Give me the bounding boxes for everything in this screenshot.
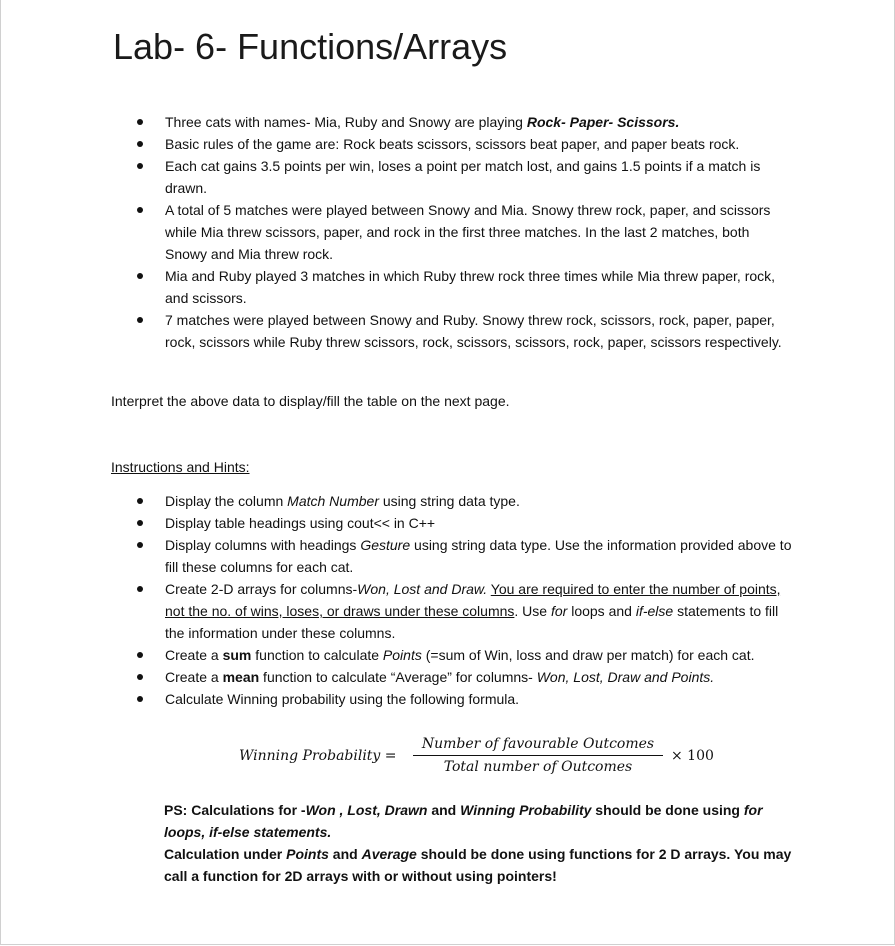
hint-emphasis: if-else xyxy=(635,603,674,619)
hint-emphasis: for xyxy=(550,603,568,619)
bullet-icon xyxy=(137,674,143,680)
bullet-icon xyxy=(137,207,143,213)
interpret-text: Interpret the above data to display/fill the table on the next page. xyxy=(111,393,510,409)
list-item xyxy=(134,666,794,688)
rule-text: Three cats with names- Mia, Ruby and Snowy are playing xyxy=(165,114,527,130)
hint-text: using string data type. xyxy=(378,493,520,509)
hint-emphasis: Gesture xyxy=(360,537,411,553)
page-title: Lab- 6- Functions/Arrays xyxy=(113,26,508,67)
rule-text: Basic rules of the game are: Rock beats scissors, scissors beat paper, and paper beats rock. xyxy=(165,136,740,152)
game-rules-list xyxy=(134,111,794,353)
ps-emphasis: for loops, if-else statements. xyxy=(164,802,763,840)
list-item xyxy=(134,490,794,512)
list-item xyxy=(134,512,794,534)
formula-fraction xyxy=(413,733,663,778)
ps-emphasis: Points xyxy=(286,846,329,862)
winning-probability-formula xyxy=(239,733,739,783)
list-item xyxy=(134,578,794,644)
hint-text: statements to fill the information under these columns. xyxy=(165,603,779,641)
formula-lhs: Winning Probability = xyxy=(239,748,397,764)
bullet-icon xyxy=(137,498,143,504)
ps-text: Calculation under xyxy=(164,846,287,862)
bullet-icon xyxy=(137,696,143,702)
list-item xyxy=(134,199,794,265)
instructions-heading: Instructions and Hints: xyxy=(111,459,250,475)
rule-text: A total of 5 matches were played between Snowy and Mia. Snowy threw rock, paper, and scissors while Mia threw scissors, paper, and rock in the first three matches. In the last 2 matches, both Snowy and Mia threw rock. xyxy=(165,202,771,262)
bullet-icon xyxy=(137,542,143,548)
formula-numerator: Number of favourable Outcomes xyxy=(421,736,655,752)
ps-emphasis: Won , Lost, Drawn xyxy=(305,802,428,818)
list-item xyxy=(134,155,794,199)
hint-text: Display columns with headings xyxy=(165,537,361,553)
formula-denominator: Total number of Outcomes xyxy=(443,759,633,775)
bullet-icon xyxy=(137,163,143,169)
formula-multiplier: × 100 xyxy=(671,748,714,764)
bullet-icon xyxy=(137,652,143,658)
hints-list xyxy=(134,490,794,710)
ps-emphasis: Average xyxy=(361,846,417,862)
hint-emphasis: Won, Lost and Draw. xyxy=(357,581,488,597)
hint-emphasis: Won, Lost, Draw and Points. xyxy=(536,669,715,685)
list-item xyxy=(134,265,794,309)
hint-bold: mean xyxy=(222,669,260,685)
bullet-icon xyxy=(137,141,143,147)
game-name: Rock- Paper- Scissors. xyxy=(526,114,680,130)
ps-text: should be done using functions for 2 D arrays. You may call a function for 2D arrays with or without using pointers! xyxy=(164,846,792,884)
rule-text: 7 matches were played between Snowy and Ruby. Snowy threw rock, scissors, rock, paper, paper, rock, scissors while Ruby threw scissors, rock, scissors, scissors, rock, paper, scissors respectively. xyxy=(165,312,782,350)
bullet-icon xyxy=(137,119,143,125)
list-item xyxy=(134,133,794,155)
hint-text: using string data type. Use the information provided above to fill these columns for each cat. xyxy=(165,537,792,575)
hint-text: function to calculate xyxy=(251,647,383,663)
ps-text: PS: Calculations for - xyxy=(164,802,306,818)
list-item xyxy=(134,534,794,578)
bullet-icon xyxy=(137,586,143,592)
hint-text: Create a xyxy=(165,647,223,663)
rule-text: Mia and Ruby played 3 matches in which Ruby threw rock three times while Mia threw paper, rock, and scissors. xyxy=(165,268,776,306)
hint-text: Calculate Winning probability using the following formula. xyxy=(165,691,520,707)
ps-text: should be done using xyxy=(591,802,744,818)
hint-text: (=sum of Win, loss and draw per match) for each cat. xyxy=(421,647,755,663)
bullet-icon xyxy=(137,520,143,526)
list-item xyxy=(134,309,794,353)
hint-text: loops and xyxy=(567,603,636,619)
hint-text: . Use xyxy=(514,603,551,619)
hint-text: Create a xyxy=(165,669,223,685)
ps-text: and xyxy=(427,802,461,818)
list-item xyxy=(134,644,794,666)
hint-text: function to calculate “Average” for columns- xyxy=(259,669,537,685)
hint-bold: sum xyxy=(222,647,252,663)
list-item xyxy=(134,688,794,710)
bullet-icon xyxy=(137,273,143,279)
ps-note xyxy=(164,799,804,887)
hint-text: Create 2-D arrays for columns- xyxy=(165,581,358,597)
hint-emphasis: Points xyxy=(382,647,422,663)
hint-underlined: You are required to enter the number of points, not the no. of wins, loses, or draws under these columns xyxy=(165,581,781,619)
hint-emphasis: Match Number xyxy=(287,493,379,509)
ps-text: and xyxy=(328,846,362,862)
ps-emphasis: Winning Probability xyxy=(460,802,592,818)
bullet-icon xyxy=(137,317,143,323)
hint-text: Display table headings using cout<< in C++ xyxy=(165,515,436,531)
hint-text: Display the column xyxy=(165,493,288,509)
rule-text: Each cat gains 3.5 points per win, loses a point per match lost, and gains 1.5 points if a match is drawn. xyxy=(165,158,761,196)
list-item xyxy=(134,111,794,133)
